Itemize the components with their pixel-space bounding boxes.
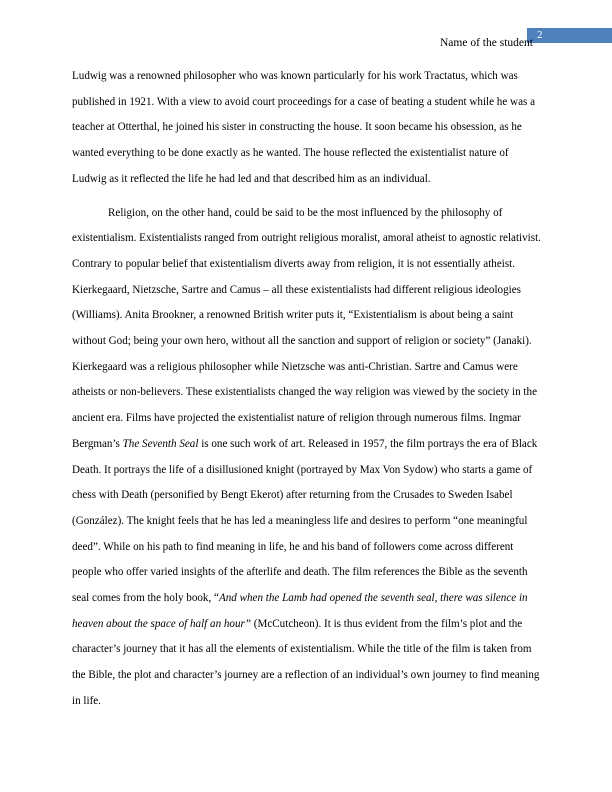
text-line: chess with Death (personified by Bengt Ekerot) after returning from the Crusades to Sweden Isabel [72, 489, 513, 502]
text-line: ancient era. Films have projected the existentialist nature of religion through numerous films. Ingmar [72, 412, 521, 425]
text-line: wanted everything to be done exactly as he wanted. The house reflected the existentialist nature of [72, 147, 509, 160]
text-line: existentialism. Existentialists ranged from outright religious moralist, amoral atheist to agnostic relativist. [72, 232, 541, 245]
text-line: people who offer varied insights of the afterlife and death. The film references the Bible as the seventh [72, 566, 528, 579]
text-segment: seal comes from the holy book, “ [72, 592, 219, 605]
text-segment: (McCutcheon). It is thus evident from the film’s plot and the [251, 617, 523, 630]
text-line: in life. [72, 694, 101, 707]
paragraph-1 [72, 64, 542, 193]
text-segment: Religion, on the other hand, could be said to be the most influenced by the philosophy of [108, 206, 503, 219]
text-line: atheists or non-believers. These existentialists changed the way religion was viewed by the society in the [72, 386, 537, 399]
text-segment: Bergman’s [72, 437, 123, 450]
page-number: 2 [537, 29, 543, 41]
text-line: (Williams). Anita Brookner, a renowned British writer puts it, “Existentialism is about being a saint [72, 309, 514, 322]
text-line: teacher at Otterthal, he joined his sister in constructing the house. It soon became his obsession, as he [72, 121, 522, 134]
bible-quote: heaven about the space of half an hour” [72, 617, 252, 630]
text-line: Ludwig as it reflected the life he had led and that described him as an individual. [72, 172, 431, 185]
document-body [72, 64, 542, 715]
text-line: character’s journey that it has all the elements of existentialism. While the title of the film is taken from [72, 643, 532, 656]
text-line: the Bible, the plot and character’s journey are a reflection of an individual’s own journey to find meaning [72, 669, 540, 682]
text-line [72, 586, 542, 612]
text-line: Death. It portrays the life of a disillusioned knight (portrayed by Max Von Sydow) who starts a game of [72, 463, 533, 476]
bible-quote: And when the Lamb had opened the seventh seal, there was silence in [218, 592, 528, 605]
text-line [72, 201, 542, 227]
text-line: without God; being your own hero, without all the sanction and support of religion or society” (Janaki). [72, 335, 532, 348]
text-line: published in 1921. With a view to avoid court proceedings for a case of beating a student while he was a [72, 95, 536, 108]
text-line: Contrary to popular belief that existentialism diverts away from religion, it is not essentially atheist. [72, 257, 516, 270]
text-line [72, 612, 542, 638]
text-line: Kierkegaard, Nietzsche, Sartre and Camus – all these existentialists had different religious ideologies [72, 283, 521, 296]
text-segment: is one such work of art. Released in 1957, the film portrays the era of Black [198, 437, 538, 450]
text-line: deed”. While on his path to find meaning in life, he and his band of followers come across different [72, 540, 514, 553]
text-line: Kierkegaard was a religious philosopher while Nietzsche was anti-Christian. Sartre and Camus were [72, 360, 518, 373]
film-title: The Seventh Seal [122, 437, 199, 450]
text-line: Ludwig was a renowned philosopher who was known particularly for his work Tractatus, which was [72, 70, 518, 82]
text-line: (González). The knight feels that he has led a meaningless life and desires to perform “one meaningful [72, 514, 528, 527]
paragraph-2 [72, 201, 542, 715]
header-student-name: Name of the student [440, 37, 533, 49]
text-line [72, 432, 542, 458]
